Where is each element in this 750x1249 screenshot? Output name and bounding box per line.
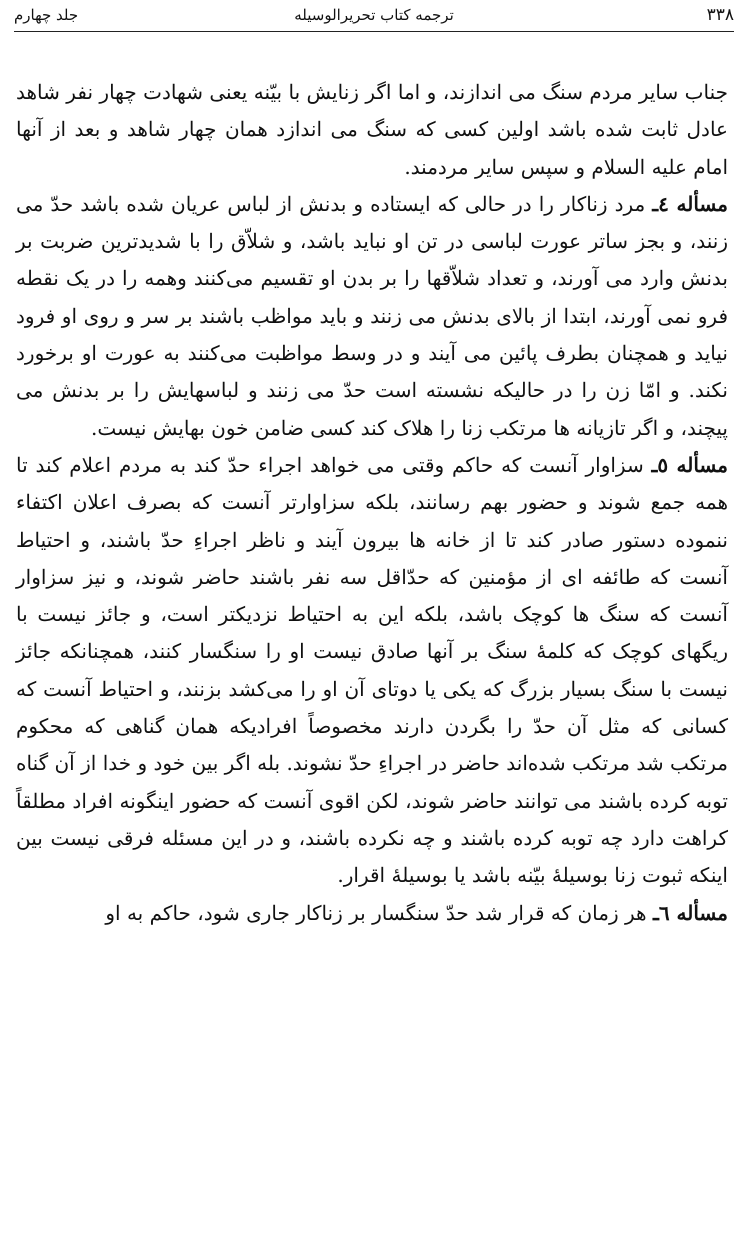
paragraph-masaleh-6: [16, 895, 728, 932]
paragraph-text: سزاوار آنست که حاکم وقتی می خواهد اجراء حدّ کند به مردم اعلام کند تا همه جمع شوند و حضور بهم رسانند، بلکه سزاوارتر آنست که بصرف اعلان اکتفاء ننموده دستور صادر کند تا از خانه ها بیرون آیند و ناظر اجراءِ حدّ باشند، و احتیاط آنست که طائفه ای از مؤمنین که حدّاقل سه نفر باشند حاضر شوند، و نیز سزاوار آنست که سنگ ها کوچک باشد، بلکه این به احتیاط نزدیکتر است، و جائز نیست با ریگهای کوچک که کلمهٔ سنگ بر آنها صادق نیست او را سنگسار کنند، همچنانکه جائز نیست با سنگ بسیار بزرگ که یکی یا دوتای آن او را می‌کشد بزنند، و احتیاط آنست که کسانی که مثل آن حدّ را بگردن دارند مخصوصاً افرادیکه همان گناهی که محکوم مرتکب شد مرتکب شده‌اند حاضر در اجراءِ حدّ نشوند. بله اگر بین خود و خدا از آن گناه توبه کرده باشند می توانند حاضر شوند، لکن اقوی آنست که حضور اینگونه افراد مطلقاً کراهت دارد چه توبه کرده باشند و چه نکرده باشند، و در این مسئله فرقی نیست بین اینکه ثبوت زنا بوسیلهٔ بیّنه باشد یا بوسیلهٔ اقرار.: [16, 452, 728, 888]
header-divider: [14, 31, 734, 32]
volume-label: جلد چهارم: [14, 6, 79, 24]
paragraph-text: هر زمان که قرار شد حدّ سنگسار بر زناکار جاری شود، حاکم به او: [105, 900, 653, 925]
masaleh-6-label: مسأله ٦ـ: [652, 900, 728, 925]
paragraph-masaleh-5: [16, 447, 728, 895]
page-number: ۳۳۸: [706, 5, 734, 25]
masaleh-5-label: مسأله ٥ـ: [651, 452, 728, 477]
body-text: [16, 74, 728, 932]
book-title: ترجمه کتاب تحریرالوسیله: [294, 6, 454, 24]
masaleh-4-label: مسأله ٤ـ: [652, 191, 728, 216]
paragraph-continuation: [16, 74, 728, 186]
paragraph-text: مرد زناکار را در حالی که ایستاده و بدنش از لباس عریان شده باشد حدّ می زنند، و بجز ساتر عورت لباسی در تن او نباید باشد، و شلاّق را با شدیدترین ضربت بر بدنش وارد می آورند، و تعداد شلاّقها را بر بدن او تقسیم می‌کنند وهمه را در یک نقطه فرو نمی آورند، ابتدا از بالای بدنش می زنند و باید مواظب باشند بر سر و روی او فرود نیاید و همچنان بطرف پائین می آیند و در وسط مواظبت می‌کنند به عورت او برخورد نکند. و امّا زن را در حالیکه نشسته است حدّ می زنند و لباسهایش را بر بدنش می پیچند، و اگر تازیانه ها مرتکب زنا را هلاک کند کسی ضامن خون بهایش نیست.: [16, 191, 728, 440]
running-header: [14, 2, 734, 28]
paragraph-masaleh-4: [16, 186, 728, 447]
paragraph-text: جناب سایر مردم سنگ می اندازند، و اما اگر زنایش با بیّنه یعنی شهادت چهار نفر شاهد عادل ثابت شده باشد اولین کسی که سنگ می اندازد همان چهار شاهد و بعد از آنها امام علیه السلام و سپس سایر مردمند.: [16, 80, 728, 179]
